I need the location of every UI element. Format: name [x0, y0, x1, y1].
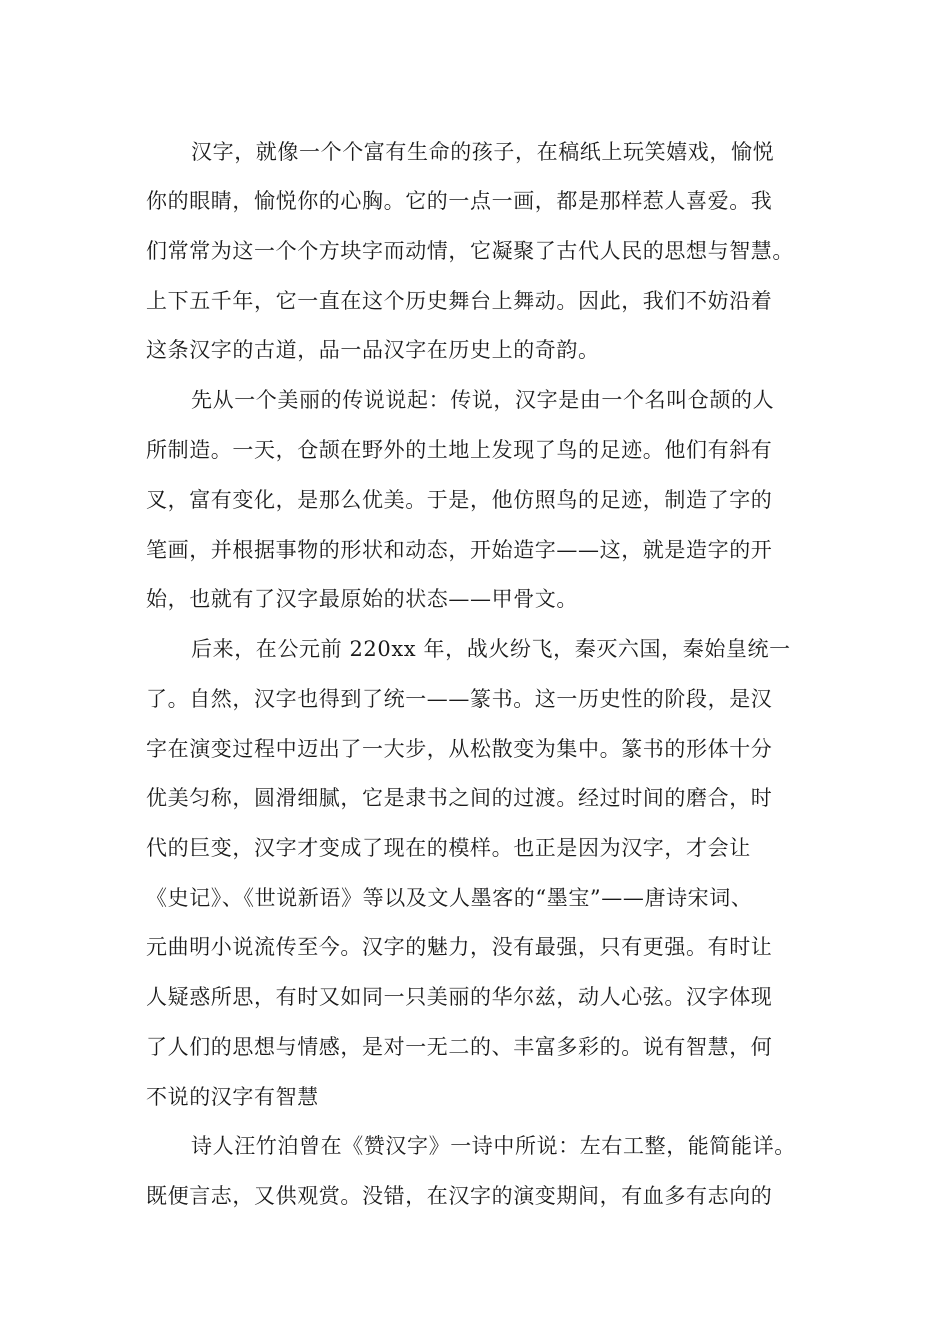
- paragraph-3-line-4: 优美匀称，圆滑细腻，它是隶书之间的过渡。经过时间的磨合，时: [146, 786, 773, 810]
- paragraph-3-line-1: 后来，在公元前 220xx 年，战火纷飞，秦灭六国，秦始皇统一: [191, 637, 791, 661]
- paragraph-1-line-2: 你的眼睛，愉悦你的心胸。它的一点一画，都是那样惹人喜爱。我: [146, 189, 773, 213]
- paragraph-3-line-6: 《史记》、《世说新语》等以及文人墨客的“墨宝”——唐诗宋词、: [146, 886, 753, 910]
- paragraph-3-line-2: 了。自然，汉字也得到了统一——篆书。这一历史性的阶段，是汉: [146, 687, 773, 711]
- paragraph-2-line-2: 所制造。一天，仓颉在野外的土地上发现了鸟的足迹。他们有斜有: [146, 438, 773, 462]
- paragraph-2-line-3: 叉，富有变化，是那么优美。于是，他仿照鸟的足迹，制造了字的: [146, 488, 773, 512]
- paragraph-4-line-2: 既便言志，又供观赏。没错，在汉字的演变期间，有血多有志向的: [146, 1184, 773, 1208]
- paragraph-1-line-4: 上下五千年，它一直在这个历史舞台上舞动。因此，我们不妨沿着: [146, 289, 773, 313]
- paragraph-1-line-3: 们常常为这一个个方块字而动情，它凝聚了古代人民的思想与智慧。: [146, 239, 794, 263]
- paragraph-4-line-1: 诗人汪竹泊曾在《赞汉字》一诗中所说：左右工整，能简能详。: [191, 1134, 796, 1158]
- paragraph-3-line-10: 不说的汉字有智慧: [146, 1085, 319, 1109]
- paragraph-1-line-5: 这条汉字的古道，品一品汉字在历史上的奇韵。: [146, 338, 600, 362]
- paragraph-3-line-8: 人疑惑所思，有时又如同一只美丽的华尔兹，动人心弦。汉字体现: [146, 985, 773, 1009]
- paragraph-3-line-5: 代的巨变，汉字才变成了现在的模样。也正是因为汉字，才会让: [146, 836, 751, 860]
- paragraph-3-line-7: 元曲明小说流传至今。汉字的魅力，没有最强，只有更强。有时让: [146, 935, 773, 959]
- paragraph-3-line-3: 字在演变过程中迈出了一大步，从松散变为集中。篆书的形体十分: [146, 737, 773, 761]
- paragraph-1-line-1: 汉字，就像一个个富有生命的孩子，在稿纸上玩笑嬉戏，愉悦: [191, 140, 775, 164]
- paragraph-3-line-9: 了人们的思想与情感，是对一无二的、丰富多彩的。说有智慧，何: [146, 1035, 773, 1059]
- paragraph-2-line-5: 始，也就有了汉字最原始的状态——甲骨文。: [146, 587, 578, 611]
- paragraph-2-line-4: 笔画，并根据事物的形状和动态，开始造字——这，就是造字的开: [146, 538, 773, 562]
- paragraph-2-line-1: 先从一个美丽的传说说起：传说，汉字是由一个名叫仓颉的人: [191, 388, 775, 412]
